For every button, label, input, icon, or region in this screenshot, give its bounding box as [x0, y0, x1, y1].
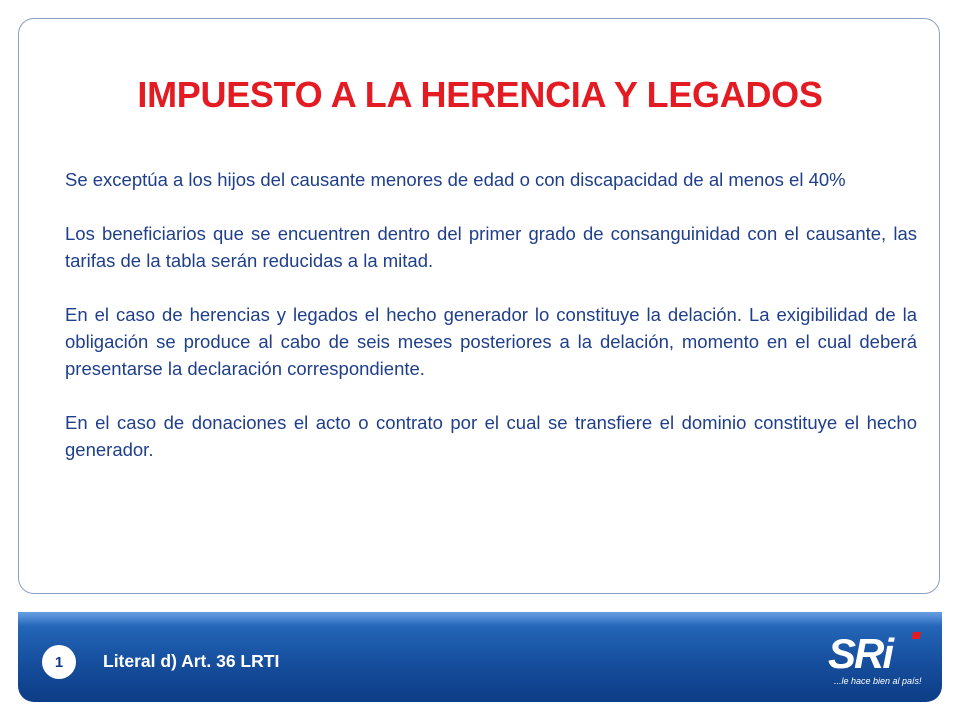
paragraph-inheritance-trigger: En el caso de herencias y legados el hecho generador lo constituye la delación. La exigibilidad de la obligación se produce al cabo de seis meses posteriores a la delación, momento en el cual deberá presentarse la declaración correspondiente.	[65, 304, 917, 379]
footer-glow	[18, 612, 942, 626]
body-text	[65, 166, 917, 490]
paragraph-exemption: Se exceptúa a los hijos del causante menores de edad o con discapacidad de al menos el 40%	[65, 169, 846, 190]
sri-logo-dot	[912, 632, 921, 639]
paragraph-donations-trigger: En el caso de donaciones el acto o contrato por el cual se transfiere el dominio constituye el hecho generador.	[65, 412, 917, 460]
sri-logo-tagline: ...le hace bien al país!	[834, 676, 922, 686]
footnote-number-badge: 1	[42, 645, 76, 679]
sri-logo-wordmark: SRi	[828, 630, 893, 677]
paragraph-beneficiaries: Los beneficiarios que se encuentren dentro del primer grado de consanguinidad con el causante, las tarifas de la tabla serán reducidas a la mitad.	[65, 223, 917, 271]
sri-logo	[826, 628, 936, 690]
slide-title: IMPUESTO A LA HERENCIA Y LEGADOS	[137, 74, 823, 115]
footnote-reference: Literal d) Art. 36 LRTI	[103, 651, 280, 671]
